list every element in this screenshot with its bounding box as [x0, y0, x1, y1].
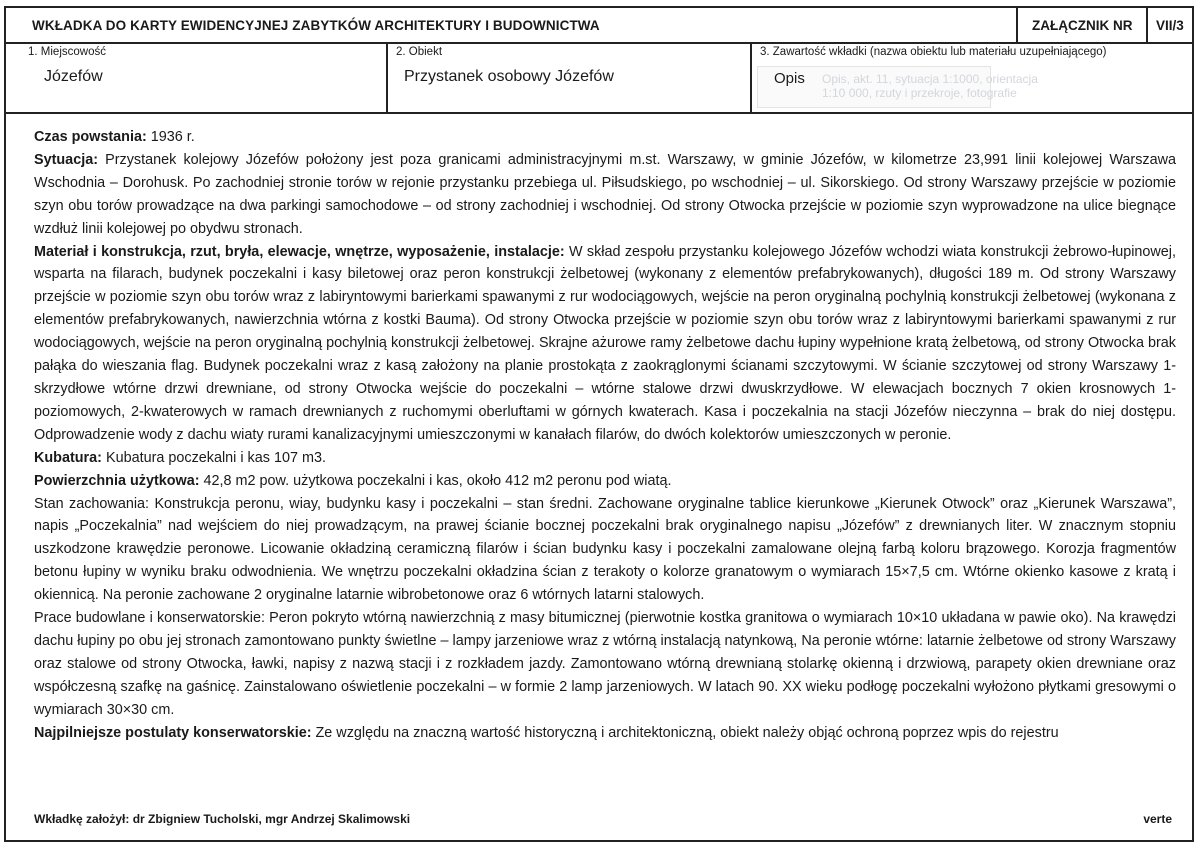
contents-faded-text: Opis, akt. 11, sytuacja 1:1000, orientacja 1:10 000, rzuty i przekroje, fotografie [822, 72, 1038, 100]
header-fields [6, 42, 1192, 114]
verte-link[interactable]: verte [1143, 812, 1172, 826]
locality-value: Józefów [44, 68, 103, 85]
postulates-label: Najpilniejsze postulaty konserwatorskie: [34, 724, 312, 741]
situation-label: Sytuacja: [34, 151, 98, 168]
contents-label: 3. Zawartość wkładki (nazwa obiektu lub materiału uzupełniającego) [760, 46, 1107, 58]
postulates-text: Ze względu na znaczną wartość historyczną i architektoniczną, obiekt należy objąć ochroną poprzez wpis do rejestru [311, 724, 1059, 741]
area-text: 42,8 m2 pow. użytkowa poczekalni i kas, około 412 m2 peronu pod wiatą. [199, 472, 672, 489]
creation-text: 1936 r. [146, 129, 195, 145]
author-line: Wkładkę założył: dr Zbigniew Tucholski, mgr Andrzej Skalimowski [34, 812, 411, 826]
material-text: W skład zespołu przystanku kolejowego Józefów wchodzi wiata konstrukcji żebrowo-łupinowej, wsparta na filarach, budynek poczekalni i kasy biletowej oraz peron konstrukcji żelbetowej (wykonany z elementów prefabrykowanych), długości 189 m. Od strony Warszawy przejście w poziomie szyn obu torów wraz z labiryntowymi barierkami spawanymi z rur wodociągowych, wejście na peron oryginalną pochylnią konstrukcji żelbetowej (wykonana z elementów prefabrykowanych, nawierzchnia wtórna z kostki Bauma). Od strony Otwocka przejście w poziomie szyn obu torów wraz z labiryntowymi barierkami spawanymi z rur wodociągowych, wejście na peron oryginalną pochylnią konstrukcji żelbetowej. Skrajne ażurowe ramy żelbetowe dachu łupiny wypełnione kratą żelbetową, od strony Otwocka brak pałąka do wieszania flag. Budynek poczekalni wraz z kasą założony na planie prostokąta z zaokrąglonymi ścianami szczytowymi. W ścianie szczytowej od strony Warszawy 1-skrzydłowe wtórne drzwi drewniane, od strony Otwocka wejście do poczekalni – wtórne stalowe drzwi dwuskrzydłowe. W elewacjach bocznych 7 okien krosnowych 1-poziomowych, 2-kwaterowych w ramach drewnianych z ruchomymi oberluftami w górnych kwaterach. Kasa i poczekalnia na stacji Józefów nieczynna – brak do niej dostępu. Odprowadzenie wody z dachu wiaty rurami kanalizacyjnymi umieszczonymi w kanałach filarów, do dwóch kolektorów umieszczonych w peronie. [34, 243, 1176, 443]
volume-label: Kubatura: [34, 449, 102, 466]
situation-text: Przystanek kolejowy Józefów położony jest poza granicami administracyjnymi m.st. Warszawy, w gminie Józefów, w kilometrze 23,991 linii kolejowej Warszawa Wschodnia – Dorohusk. Po zachodniej stronie torów w rejonie przystanku przebiega ul. Piłsudskiego, po wschodniej – ul. Sikorskiego. Od strony Warszawy przejście w poziomie szyn obu torów prowadzące na dwa parkingi samochodowe – od strony zachodniej i wschodniej. Od strony Otwocka przejście w poziomie szyn wyprowadzone na ulice biegnące wzdłuż linii kolejowej po obydwu stronach. [34, 151, 1176, 237]
record-sheet [4, 6, 1194, 842]
sheet-header [6, 8, 1192, 44]
object-value: Przystanek osobowy Józefów [404, 68, 614, 85]
locality-field [6, 42, 386, 112]
annex-label: ZAŁĄCZNIK NR [1016, 8, 1146, 42]
object-label: 2. Obiekt [396, 46, 443, 58]
annex-number: VII/3 [1146, 8, 1192, 42]
condition-paragraph: Stan zachowania: Konstrukcja peronu, wiay, budynku kasy i poczekalni – stan średni. Zachowane oryginalne tablice kierunkowe „Kierunek Otwock” oraz „Kierunek Warszawa”, napis „Poczekalnia” nad wejściem do niej prowadzącym, na prawej ścianie bocznej poczekalni brak oryginalnego napisu „Józefów” z drewnianych liter. W znacznym stopniu uszkodzone krawędzie peronowe. Licowanie okładziną ceramiczną filarów i ścian budynku kasy i poczekalni zamalowane olejną farbą koloru brązowego. Korozja fragmentów betonu łupiny w wyniku braku odwodnienia. We wnętrzu poczekalni okładzina ścian z terakoty o kolorze granatowym o wymiarach 15×7,5 cm. Wtórne okienko kasowe z kratą i okiennicą. Na peronie zachowane 2 oryginalne latarnie wibrobetonowe oraz 6 wtórnych latarni stalowych. [34, 495, 1176, 604]
area-label: Powierzchnia użytkowa: [34, 472, 200, 489]
sheet-title: WKŁADKA DO KARTY EWIDENCYJNEJ ZABYTKÓW ARCHITEKTURY I BUDOWNICTWA [32, 18, 600, 33]
contents-value: Opis [774, 70, 805, 87]
locality-label: 1. Miejscowość [28, 46, 106, 58]
area-paragraph [34, 470, 1176, 493]
volume-paragraph [34, 447, 1176, 470]
creation-label: Czas powstania: [34, 129, 147, 145]
description-body [34, 126, 1176, 744]
material-paragraph [34, 241, 1176, 447]
material-label: Materiał i konstrukcja, rzut, bryła, elewacje, wnętrze, wyposażenie, instalacje: [34, 243, 565, 260]
creation-paragraph [34, 126, 1176, 149]
sheet-footer [34, 812, 1172, 826]
object-field [386, 42, 750, 112]
contents-field [750, 42, 1192, 112]
works-paragraph: Prace budowlane i konserwatorskie: Peron pokryto wtórną nawierzchnią z masy bitumicznej (pierwotnie kostka granitowa o wymiarach 10×10 układana w pawie oko). Na krawędzi dachu łupiny po obu jej stronach zamontowano punkty świetlne – lampy jarzeniowe wraz z wtórną instalacją natynkową, Na peronie wtórne: latarnie żelbetowe od strony Warszawy oraz stalowe od strony Otwocka, ławki, napisy z nazwą stacji i z rozkładem jazdy. Zamontowano wtórną drewnianą stolarkę okienną i drzwiową, parapety okien drewniane oraz współczesną szafkę na gaśnicę. Zainstalowano oświetlenie poczekalni – w formie 2 lamp jarzeniowych. W latach 90. XX wieku podłogę poczekalni wyłożono płytkami gresowymi o wymiarach 30×30 cm. [34, 610, 1176, 718]
postulates-paragraph [34, 722, 1176, 745]
situation-paragraph [34, 149, 1176, 241]
volume-text: Kubatura poczekalni i kas 107 m3. [101, 449, 326, 466]
